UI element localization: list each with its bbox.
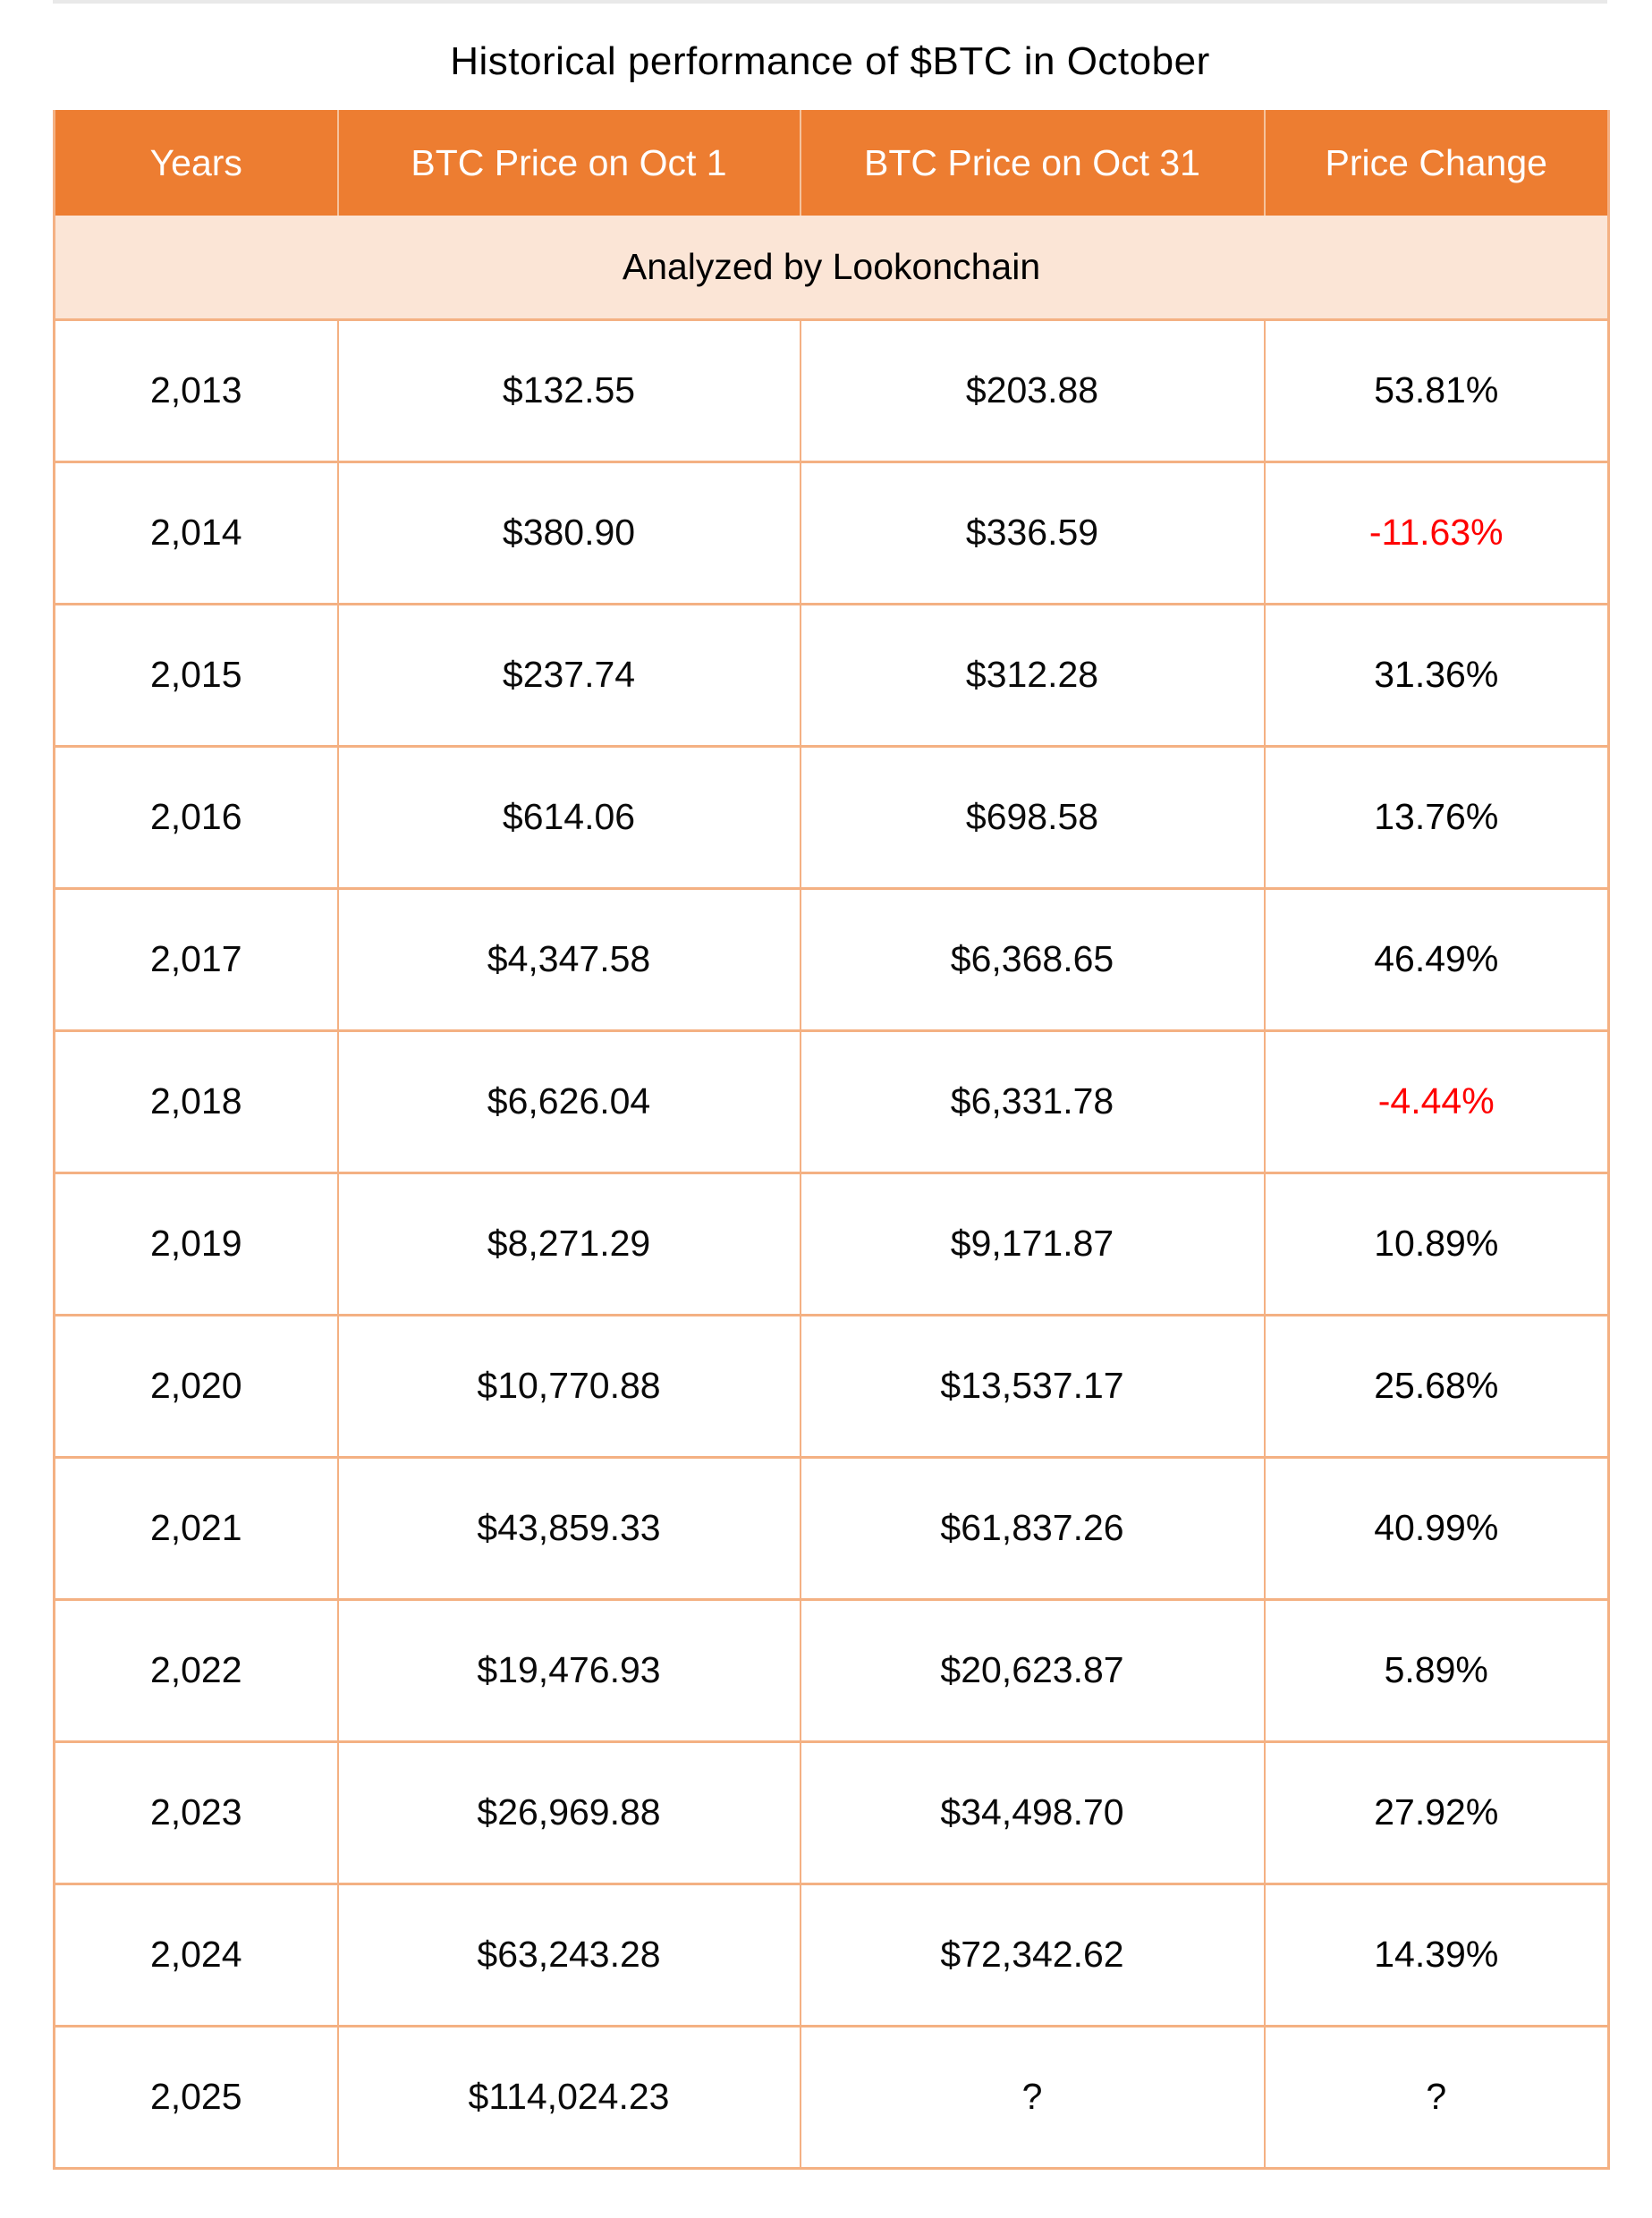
- table-row: [55, 1741, 1609, 1884]
- oct1-price-cell: $63,243.28: [338, 1884, 801, 2026]
- price-change-cell: 5.89%: [1265, 1599, 1609, 1741]
- year-cell: 2,020: [55, 1315, 338, 1457]
- year-cell: 2,018: [55, 1030, 338, 1172]
- price-change-cell: 46.49%: [1265, 888, 1609, 1030]
- column-header-price-change: Price Change: [1265, 110, 1609, 216]
- price-change-cell: 25.68%: [1265, 1315, 1609, 1457]
- table-row: [55, 1599, 1609, 1741]
- oct1-price-cell: $614.06: [338, 746, 801, 888]
- year-cell: 2,021: [55, 1457, 338, 1599]
- table-row: [55, 1457, 1609, 1599]
- price-change-cell: 27.92%: [1265, 1741, 1609, 1884]
- year-cell: 2,017: [55, 888, 338, 1030]
- oct1-price-cell: $43,859.33: [338, 1457, 801, 1599]
- oct31-price-cell: ?: [801, 2026, 1265, 2168]
- price-change-cell: 13.76%: [1265, 746, 1609, 888]
- price-change-cell: -11.63%: [1265, 461, 1609, 604]
- table-row: [55, 888, 1609, 1030]
- banner-row: [55, 216, 1609, 319]
- price-change-cell: 40.99%: [1265, 1457, 1609, 1599]
- price-change-cell: 10.89%: [1265, 1172, 1609, 1315]
- oct1-price-cell: $10,770.88: [338, 1315, 801, 1457]
- table-row: [55, 1884, 1609, 2026]
- year-cell: 2,014: [55, 461, 338, 604]
- table-header-row: [55, 110, 1609, 216]
- oct1-price-cell: $8,271.29: [338, 1172, 801, 1315]
- oct1-price-cell: $132.55: [338, 319, 801, 461]
- table-row: [55, 746, 1609, 888]
- year-cell: 2,025: [55, 2026, 338, 2168]
- table-row: [55, 1030, 1609, 1172]
- year-cell: 2,022: [55, 1599, 338, 1741]
- price-change-cell: ?: [1265, 2026, 1609, 2168]
- oct31-price-cell: $6,331.78: [801, 1030, 1265, 1172]
- year-cell: 2,019: [55, 1172, 338, 1315]
- page-title: Historical performance of $BTC in October: [450, 39, 1210, 83]
- oct31-price-cell: $20,623.87: [801, 1599, 1265, 1741]
- table-row: [55, 1315, 1609, 1457]
- year-cell: 2,024: [55, 1884, 338, 2026]
- column-header-btc-price-oct31: BTC Price on Oct 31: [801, 110, 1265, 216]
- oct1-price-cell: $6,626.04: [338, 1030, 801, 1172]
- oct31-price-cell: $34,498.70: [801, 1741, 1265, 1884]
- oct1-price-cell: $26,969.88: [338, 1741, 801, 1884]
- oct1-price-cell: $237.74: [338, 604, 801, 746]
- price-change-cell: 14.39%: [1265, 1884, 1609, 2026]
- year-cell: 2,023: [55, 1741, 338, 1884]
- image-top-edge: [53, 0, 1607, 4]
- year-cell: 2,015: [55, 604, 338, 746]
- analyzed-by-banner: Analyzed by Lookonchain: [55, 216, 1609, 319]
- oct1-price-cell: $114,024.23: [338, 2026, 801, 2168]
- year-cell: 2,016: [55, 746, 338, 888]
- table-row: [55, 461, 1609, 604]
- oct31-price-cell: $6,368.65: [801, 888, 1265, 1030]
- oct1-price-cell: $380.90: [338, 461, 801, 604]
- column-header-btc-price-oct1: BTC Price on Oct 1: [338, 110, 801, 216]
- table-row: [55, 2026, 1609, 2168]
- oct31-price-cell: $72,342.62: [801, 1884, 1265, 2026]
- oct1-price-cell: $4,347.58: [338, 888, 801, 1030]
- table-row: [55, 319, 1609, 461]
- table-row: [55, 1172, 1609, 1315]
- column-header-years: Years: [55, 110, 338, 216]
- table-row: [55, 604, 1609, 746]
- oct31-price-cell: $336.59: [801, 461, 1265, 604]
- oct1-price-cell: $19,476.93: [338, 1599, 801, 1741]
- oct31-price-cell: $698.58: [801, 746, 1265, 888]
- btc-october-performance-table: [53, 110, 1610, 2170]
- oct31-price-cell: $13,537.17: [801, 1315, 1265, 1457]
- price-change-cell: 53.81%: [1265, 319, 1609, 461]
- price-change-cell: 31.36%: [1265, 604, 1609, 746]
- oct31-price-cell: $9,171.87: [801, 1172, 1265, 1315]
- oct31-price-cell: $312.28: [801, 604, 1265, 746]
- year-cell: 2,013: [55, 319, 338, 461]
- price-change-cell: -4.44%: [1265, 1030, 1609, 1172]
- oct31-price-cell: $203.88: [801, 319, 1265, 461]
- oct31-price-cell: $61,837.26: [801, 1457, 1265, 1599]
